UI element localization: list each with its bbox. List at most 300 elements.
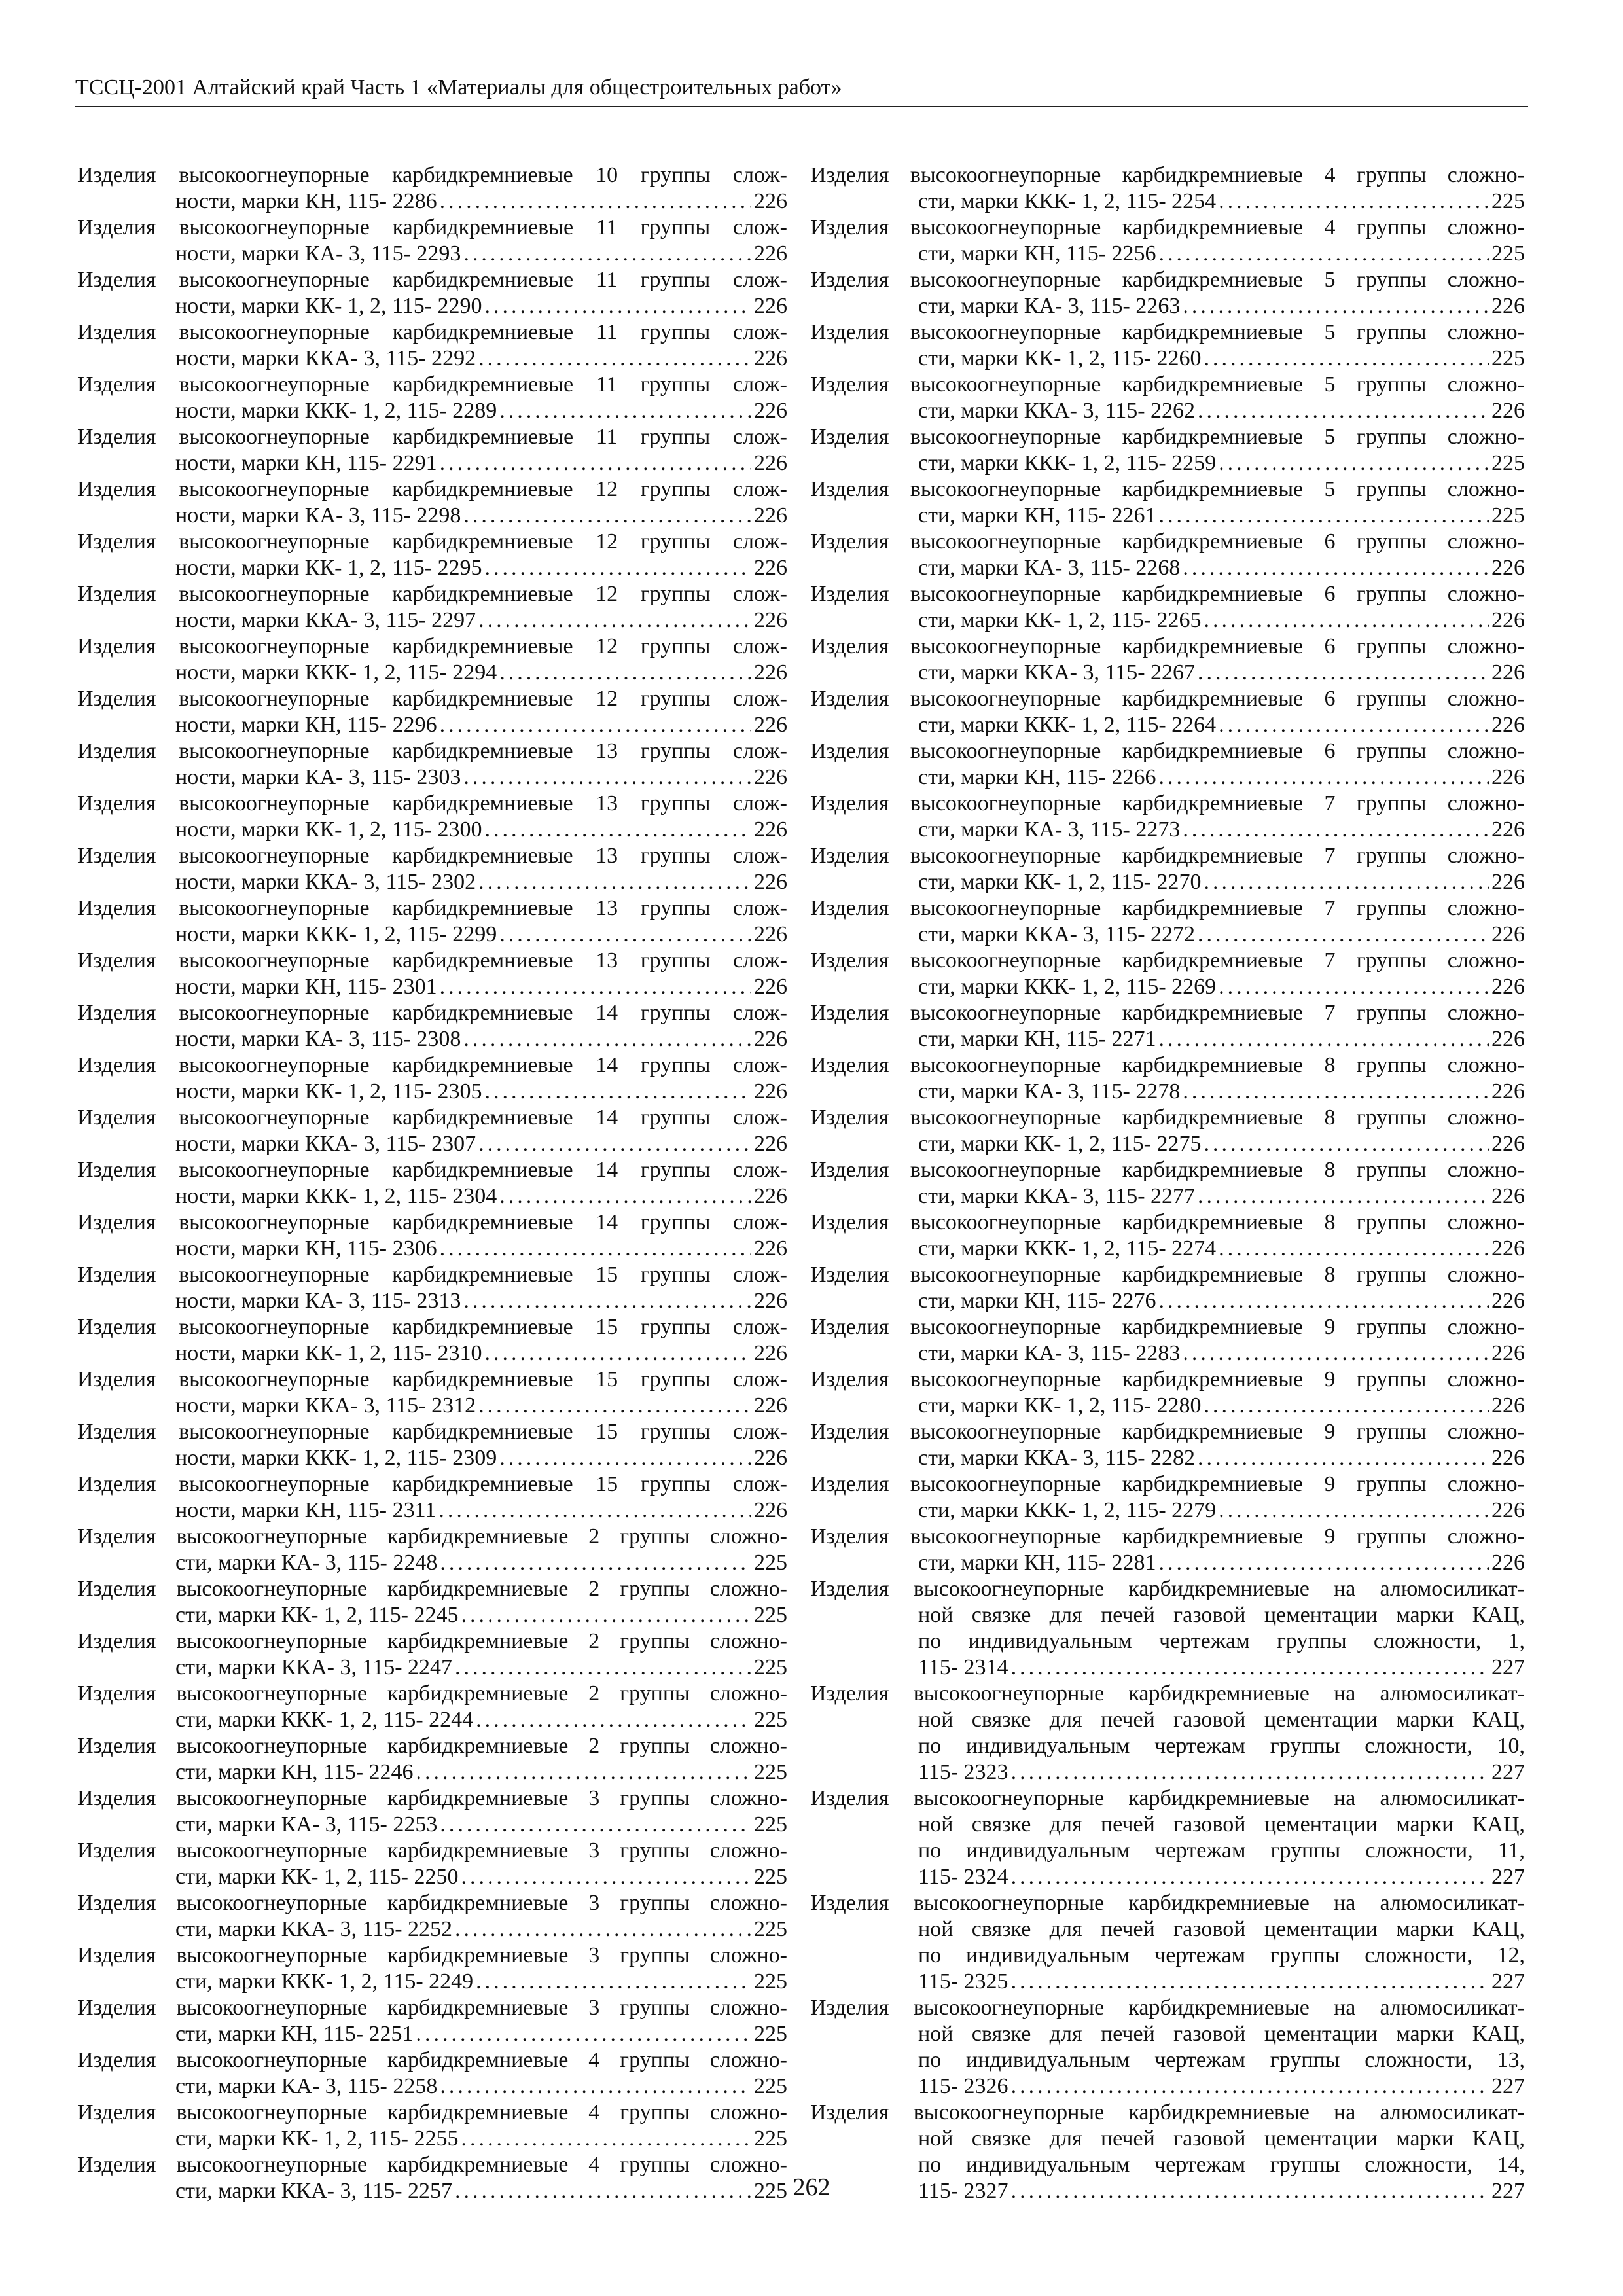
entry-page-number: 227 — [1491, 1655, 1525, 1679]
entry-text: сти, марки ККА- 3, 115- 2252 — [175, 1917, 453, 1941]
leader-dots — [1219, 1236, 1489, 1262]
entry-continuation-line: по индивидуальным чертежам группы сложности, 14, — [918, 2153, 1525, 2177]
entry-first-line: Изделия высокоогнеупорные карбидкремниевые 7 группы сложно- — [810, 1001, 1525, 1025]
entry-page-number: 226 — [1491, 765, 1525, 789]
entry-first-line: Изделия высокоогнеупорные карбидкремниевые 13 группы слож- — [77, 896, 787, 920]
entry-text: сти, марки КА- 3, 115- 2263 — [918, 294, 1181, 318]
leader-dots — [440, 1550, 751, 1576]
entry-text: ности, марки ККА- 3, 115- 2297 — [175, 608, 476, 632]
entry-text: сти, марки КК- 1, 2, 115- 2250 — [175, 1865, 459, 1889]
entry-page-number: 226 — [1491, 399, 1525, 423]
entry-continuation-line — [77, 2073, 787, 2100]
entry-first-line: Изделия высокоогнеупорные карбидкремниевые 5 группы сложно- — [810, 320, 1525, 344]
index-entry — [77, 162, 787, 215]
entry-text: 115- 2324 — [918, 1865, 1008, 1889]
index-entry — [77, 319, 787, 372]
entry-continuation-line — [77, 1759, 787, 1785]
entry-page-number: 226 — [754, 399, 787, 423]
entry-continuation-line — [77, 974, 787, 1000]
entry-first-line: Изделия высокоогнеупорные карбидкремниевые 12 группы слож- — [77, 529, 787, 554]
entry-continuation-line — [810, 241, 1525, 267]
entry-page-number: 227 — [1491, 1760, 1525, 1784]
entry-continuation-line — [810, 503, 1525, 529]
index-entry — [77, 215, 787, 267]
entry-continuation-line — [77, 922, 787, 948]
entry-continuation-line — [77, 188, 787, 215]
leader-dots — [1219, 712, 1489, 738]
index-entry — [77, 1995, 787, 2047]
entry-text: сти, марки ККА- 3, 115- 2282 — [918, 1446, 1196, 1470]
entry-text: сти, марки КА- 3, 115- 2273 — [918, 817, 1181, 842]
entry-first-line: Изделия высокоогнеупорные карбидкремниевые 4 группы сложно- — [810, 163, 1525, 187]
leader-dots — [1011, 1969, 1489, 1995]
leader-dots — [461, 1602, 751, 1628]
entry-text: 115- 2326 — [918, 2074, 1008, 2098]
index-entry — [77, 2047, 787, 2100]
entry-first-line: Изделия высокоогнеупорные карбидкремниевые на алюмосиликат- — [810, 2100, 1525, 2125]
index-entry — [77, 1628, 787, 1681]
entry-first-line: Изделия высокоогнеупорные карбидкремниевые 13 группы слож- — [77, 791, 787, 816]
leader-dots — [485, 1079, 751, 1105]
index-entry — [77, 1576, 787, 1628]
entry-first-line: Изделия высокоогнеупорные карбидкремниевые на алюмосиликат- — [810, 1891, 1525, 1915]
entry-text: ности, марки ККК- 1, 2, 115- 2309 — [175, 1446, 497, 1470]
entry-page-number: 226 — [754, 1027, 787, 1051]
entry-text: ности, марки ККА- 3, 115- 2312 — [175, 1393, 476, 1418]
leader-dots — [440, 1236, 751, 1262]
entry-text: сти, марки КН, 115- 2246 — [175, 1760, 414, 1784]
index-entry — [77, 895, 787, 948]
entry-page-number: 227 — [1491, 1969, 1525, 1994]
entry-first-line: Изделия высокоогнеупорные карбидкремниевые на алюмосиликат- — [810, 1996, 1525, 2020]
entry-text: ности, марки КК- 1, 2, 115- 2300 — [175, 817, 482, 842]
entry-first-line: Изделия высокоогнеупорные карбидкремниевые 8 группы сложно- — [810, 1053, 1525, 1077]
leader-dots — [478, 1131, 751, 1157]
index-entry — [810, 1262, 1525, 1314]
index-entry — [77, 1157, 787, 1210]
entry-text: сти, марки ККК- 1, 2, 115- 2244 — [175, 1708, 474, 1732]
leader-dots — [440, 1812, 751, 1838]
index-entry — [810, 1105, 1525, 1157]
entry-continuation-line — [77, 1183, 787, 1210]
entry-page-number: 225 — [1491, 242, 1525, 266]
index-entry — [77, 1785, 787, 1838]
leader-dots — [463, 1026, 751, 1052]
index-entry — [810, 424, 1525, 476]
index-entry — [77, 2100, 787, 2152]
entry-continuation-line — [810, 712, 1525, 738]
entry-first-line: Изделия высокоогнеупорные карбидкремниевые 11 группы слож- — [77, 372, 787, 397]
entry-continuation-line — [77, 1393, 787, 1419]
entry-continuation-line — [77, 1707, 787, 1733]
entry-page-number: 225 — [1491, 346, 1525, 370]
entry-page-number: 225 — [754, 1969, 787, 1994]
entry-page-number: 226 — [1491, 1289, 1525, 1313]
entry-first-line: Изделия высокоогнеупорные карбидкремниевые 8 группы сложно- — [810, 1210, 1525, 1234]
entry-continuation-line — [810, 1445, 1525, 1471]
leader-dots — [476, 1969, 751, 1995]
entry-first-line: Изделия высокоогнеупорные карбидкремниевые 3 группы сложно- — [77, 1891, 787, 1915]
entry-continuation-line — [77, 1079, 787, 1105]
entry-text: ности, марки КК- 1, 2, 115- 2295 — [175, 556, 482, 580]
leader-dots — [485, 1340, 751, 1367]
entry-continuation-line — [810, 346, 1525, 372]
entry-first-line: Изделия высокоогнеупорные карбидкремниевые 4 группы сложно- — [77, 2100, 787, 2125]
entry-page-number: 226 — [754, 242, 787, 266]
leader-dots — [476, 1707, 751, 1733]
entry-page-number: 226 — [754, 1132, 787, 1156]
entry-page-number: 225 — [754, 1603, 787, 1627]
entry-continuation-line — [810, 555, 1525, 581]
index-entry — [810, 1681, 1525, 1785]
leader-dots — [416, 2021, 751, 2047]
index-entry — [77, 1838, 787, 1890]
index-entry — [77, 948, 787, 1000]
entry-text: сти, марки КН, 115- 2271 — [918, 1027, 1156, 1051]
entry-page-number: 226 — [754, 1079, 787, 1103]
index-entry — [810, 1785, 1525, 1890]
entry-first-line: Изделия высокоогнеупорные карбидкремниевые 6 группы сложно- — [810, 634, 1525, 658]
entry-text: ности, марки КК- 1, 2, 115- 2305 — [175, 1079, 482, 1103]
entry-page-number: 226 — [754, 1498, 787, 1522]
entry-first-line: Изделия высокоогнеупорные карбидкремниевые 9 группы сложно- — [810, 1315, 1525, 1339]
leader-dots — [461, 1864, 751, 1890]
entry-continuation-line — [77, 764, 787, 791]
entry-continuation-line — [810, 2073, 1525, 2100]
index-entry — [810, 895, 1525, 948]
index-column-right — [810, 162, 1525, 2204]
leader-dots — [1011, 1655, 1489, 1681]
entry-continuation-line: по индивидуальным чертежам группы сложности, 13, — [918, 2048, 1525, 2072]
entry-first-line: Изделия высокоогнеупорные карбидкремниевые 14 группы слож- — [77, 1210, 787, 1234]
leader-dots — [1204, 1393, 1489, 1419]
index-entry — [77, 843, 787, 895]
leader-dots — [499, 922, 751, 948]
entry-continuation-line: ной связке для печей газовой цементации марки КАЦ, — [918, 1708, 1525, 1732]
entry-continuation-line — [77, 503, 787, 529]
entry-first-line: Изделия высокоогнеупорные карбидкремниевые 10 группы слож- — [77, 163, 787, 187]
entry-first-line: Изделия высокоогнеупорные карбидкремниевые 7 группы сложно- — [810, 844, 1525, 868]
entry-text: сти, марки КА- 3, 115- 2283 — [918, 1341, 1181, 1365]
entry-first-line: Изделия высокоогнеупорные карбидкремниевые 15 группы слож- — [77, 1367, 787, 1391]
entry-page-number: 225 — [754, 1655, 787, 1679]
entry-continuation-line: по индивидуальным чертежам группы сложности, 12, — [918, 1943, 1525, 1967]
entry-text: сти, марки КН, 115- 2261 — [918, 503, 1156, 528]
entry-first-line: Изделия высокоогнеупорные карбидкремниевые 13 группы слож- — [77, 948, 787, 973]
index-entry — [77, 686, 787, 738]
entry-text: ности, марки КА- 3, 115- 2308 — [175, 1027, 461, 1051]
entry-first-line: Изделия высокоогнеупорные карбидкремниевые 13 группы слож- — [77, 844, 787, 868]
leader-dots — [1159, 1550, 1489, 1576]
leader-dots — [1198, 660, 1489, 686]
entry-page-number: 226 — [754, 189, 787, 213]
entry-text: сти, марки КК- 1, 2, 115- 2280 — [918, 1393, 1202, 1418]
index-entry — [810, 1157, 1525, 1210]
entry-page-number: 226 — [1491, 608, 1525, 632]
index-entry — [810, 476, 1525, 529]
entry-page-number: 225 — [754, 2179, 787, 2203]
entry-page-number: 227 — [1491, 1865, 1525, 1889]
entry-text: ности, марки ККА- 3, 115- 2307 — [175, 1132, 476, 1156]
entry-continuation-line — [77, 450, 787, 476]
index-entry — [810, 1890, 1525, 1995]
entry-first-line: Изделия высокоогнеупорные карбидкремниевые 7 группы сложно- — [810, 896, 1525, 920]
entry-first-line: Изделия высокоогнеупорные карбидкремниевые 6 группы сложно- — [810, 582, 1525, 606]
entry-page-number: 226 — [1491, 1027, 1525, 1051]
entry-continuation-line — [810, 293, 1525, 319]
entry-continuation-line — [810, 1498, 1525, 1524]
entry-text: сти, марки ККА- 3, 115- 2272 — [918, 922, 1196, 946]
entry-first-line: Изделия высокоогнеупорные карбидкремниевые 9 группы сложно- — [810, 1524, 1525, 1549]
entry-first-line: Изделия высокоогнеупорные карбидкремниевые 6 группы сложно- — [810, 687, 1525, 711]
entry-text: сти, марки КН, 115- 2276 — [918, 1289, 1156, 1313]
entry-text: ности, марки КН, 115- 2291 — [175, 451, 437, 475]
index-entry — [77, 1000, 787, 1052]
entry-text: ности, марки КК- 1, 2, 115- 2290 — [175, 294, 482, 318]
entry-page-number: 226 — [754, 346, 787, 370]
entry-continuation-line: по индивидуальным чертежам группы сложности, 11, — [918, 1839, 1525, 1863]
entry-first-line: Изделия высокоогнеупорные карбидкремниевые 12 группы слож- — [77, 582, 787, 606]
leader-dots — [1159, 241, 1489, 267]
entry-text: ности, марки ККК- 1, 2, 115- 2299 — [175, 922, 497, 946]
entry-page-number: 226 — [754, 451, 787, 475]
entry-page-number: 226 — [1491, 660, 1525, 685]
entry-page-number: 226 — [754, 1393, 787, 1418]
entry-first-line: Изделия высокоогнеупорные карбидкремниевые 9 группы сложно- — [810, 1420, 1525, 1444]
leader-dots — [478, 869, 751, 895]
leader-dots — [499, 660, 751, 686]
entry-continuation-line: ной связке для печей газовой цементации марки КАЦ, — [918, 2022, 1525, 2046]
entry-continuation-line — [77, 1236, 787, 1262]
index-entry — [77, 1210, 787, 1262]
entry-first-line: Изделия высокоогнеупорные карбидкремниевые 12 группы слож- — [77, 477, 787, 501]
entry-text: сти, марки КА- 3, 115- 2248 — [175, 1551, 438, 1575]
leader-dots — [1219, 974, 1489, 1000]
entry-first-line: Изделия высокоогнеупорные карбидкремниевые 11 группы слож- — [77, 425, 787, 449]
entry-first-line: Изделия высокоогнеупорные карбидкремниевые 11 группы слож- — [77, 215, 787, 240]
entry-page-number: 226 — [754, 975, 787, 999]
entry-page-number: 226 — [754, 556, 787, 580]
entry-text: ности, марки КН, 115- 2311 — [175, 1498, 437, 1522]
index-entry — [77, 424, 787, 476]
index-entry — [810, 738, 1525, 791]
entry-first-line: Изделия высокоогнеупорные карбидкремниевые 11 группы слож- — [77, 268, 787, 292]
entry-page-number: 226 — [754, 294, 787, 318]
entry-first-line: Изделия высокоогнеупорные карбидкремниевые 14 группы слож- — [77, 1053, 787, 1077]
entry-text: ности, марки КА- 3, 115- 2303 — [175, 765, 461, 789]
entry-page-number: 225 — [754, 2126, 787, 2151]
leader-dots — [440, 974, 751, 1000]
entry-continuation-line — [77, 1550, 787, 1576]
entry-text: ности, марки ККА- 3, 115- 2302 — [175, 870, 476, 894]
leader-dots — [1204, 869, 1489, 895]
entry-continuation-line — [77, 1655, 787, 1681]
entry-page-number: 226 — [754, 922, 787, 946]
entry-continuation-line — [810, 188, 1525, 215]
index-entry — [77, 791, 787, 843]
entry-page-number: 226 — [1491, 817, 1525, 842]
entry-continuation-line: ной связке для печей газовой цементации марки КАЦ, — [918, 2126, 1525, 2151]
leader-dots — [1198, 1183, 1489, 1210]
entry-first-line: Изделия высокоогнеупорные карбидкремниевые 7 группы сложно- — [810, 791, 1525, 816]
entry-first-line: Изделия высокоогнеупорные карбидкремниевые 12 группы слож- — [77, 634, 787, 658]
index-entry — [77, 634, 787, 686]
entry-text: сти, марки КК- 1, 2, 115- 2270 — [918, 870, 1202, 894]
entry-continuation-line — [810, 1864, 1525, 1890]
leader-dots — [438, 1498, 751, 1524]
entry-continuation-line — [77, 1498, 787, 1524]
leader-dots — [478, 346, 751, 372]
entry-first-line: Изделия высокоогнеупорные карбидкремниевые 9 группы сложно- — [810, 1472, 1525, 1496]
entry-page-number: 225 — [754, 1551, 787, 1575]
entry-continuation-line — [810, 922, 1525, 948]
leader-dots — [1159, 503, 1489, 529]
index-entry — [810, 1314, 1525, 1367]
entry-continuation-line — [810, 869, 1525, 895]
entry-page-number: 226 — [754, 1289, 787, 1313]
entry-text: сти, марки КК- 1, 2, 115- 2255 — [175, 2126, 459, 2151]
index-entry — [810, 267, 1525, 319]
index-entry — [810, 1000, 1525, 1052]
entry-page-number: 226 — [754, 608, 787, 632]
leader-dots — [1183, 1340, 1489, 1367]
index-entry — [77, 267, 787, 319]
entry-continuation-line — [77, 555, 787, 581]
index-entry — [77, 581, 787, 634]
leader-dots — [1219, 1498, 1489, 1524]
index-entry — [810, 372, 1525, 424]
leader-dots — [1183, 817, 1489, 843]
entry-text: ности, марки ККК- 1, 2, 115- 2294 — [175, 660, 497, 685]
entry-page-number: 225 — [754, 1760, 787, 1784]
leader-dots — [440, 2073, 751, 2100]
entry-continuation-line — [77, 293, 787, 319]
entry-text: 115- 2314 — [918, 1655, 1008, 1679]
entry-first-line: Изделия высокоогнеупорные карбидкремниевые 4 группы сложно- — [77, 2048, 787, 2072]
entry-first-line: Изделия высокоогнеупорные карбидкремниевые 9 группы сложно- — [810, 1367, 1525, 1391]
index-entry — [77, 476, 787, 529]
entry-continuation-line: по индивидуальным чертежам группы сложности, 10, — [918, 1734, 1525, 1758]
entry-page-number: 225 — [1491, 451, 1525, 475]
index-entry — [77, 1524, 787, 1576]
index-entry — [810, 319, 1525, 372]
entry-first-line: Изделия высокоогнеупорные карбидкремниевые 2 группы сложно- — [77, 1577, 787, 1601]
entry-continuation-line — [77, 1340, 787, 1367]
entry-first-line: Изделия высокоогнеупорные карбидкремниевые 3 группы сложно- — [77, 1786, 787, 1810]
entry-continuation-line — [810, 1969, 1525, 1995]
entry-text: ности, марки ККА- 3, 115- 2292 — [175, 346, 476, 370]
entry-text: 115- 2327 — [918, 2179, 1008, 2203]
entry-page-number: 226 — [1491, 1236, 1525, 1261]
entry-first-line: Изделия высокоогнеупорные карбидкремниевые на алюмосиликат- — [810, 1681, 1525, 1706]
entry-page-number: 226 — [1491, 870, 1525, 894]
entry-continuation-line — [77, 869, 787, 895]
index-entry — [77, 372, 787, 424]
entry-page-number: 226 — [1491, 1551, 1525, 1575]
leader-dots — [1159, 764, 1489, 791]
index-entry — [810, 1367, 1525, 1419]
entry-first-line: Изделия высокоогнеупорные карбидкремниевые 15 группы слож- — [77, 1263, 787, 1287]
leader-dots — [1011, 1864, 1489, 1890]
index-entry — [810, 215, 1525, 267]
entry-first-line: Изделия высокоогнеупорные карбидкремниевые 8 группы сложно- — [810, 1263, 1525, 1287]
entry-text: ности, марки КН, 115- 2296 — [175, 713, 437, 737]
entry-text: сти, марки ККА- 3, 115- 2277 — [918, 1184, 1196, 1208]
index-entry — [77, 1052, 787, 1105]
leader-dots — [1204, 346, 1489, 372]
index-entry — [77, 1681, 787, 1733]
index-entry — [810, 843, 1525, 895]
entry-page-number: 226 — [754, 870, 787, 894]
entry-text: ности, марки КН, 115- 2286 — [175, 189, 437, 213]
entry-first-line: Изделия высокоогнеупорные карбидкремниевые 6 группы сложно- — [810, 739, 1525, 763]
page-number: 262 — [793, 2174, 830, 2201]
leader-dots — [1183, 1079, 1489, 1105]
index-entry — [77, 738, 787, 791]
entry-page-number: 225 — [754, 2074, 787, 2098]
entry-text: сти, марки ККК- 1, 2, 115- 2259 — [918, 451, 1217, 475]
entry-text: сти, марки КН, 115- 2256 — [918, 242, 1156, 266]
entry-text: ности, марки КН, 115- 2306 — [175, 1236, 437, 1261]
leader-dots — [478, 607, 751, 634]
entry-text: сти, марки ККК- 1, 2, 115- 2269 — [918, 975, 1217, 999]
entry-continuation-line — [77, 1916, 787, 1943]
index-entry — [810, 948, 1525, 1000]
entry-first-line: Изделия высокоогнеупорные карбидкремниевые 5 группы сложно- — [810, 477, 1525, 501]
entry-text: сти, марки ККА- 3, 115- 2247 — [175, 1655, 453, 1679]
leader-dots — [478, 1393, 751, 1419]
entry-first-line: Изделия высокоогнеупорные карбидкремниевые на алюмосиликат- — [810, 1786, 1525, 1810]
entry-continuation-line — [810, 1340, 1525, 1367]
entry-page-number: 226 — [1491, 922, 1525, 946]
entry-first-line: Изделия высокоогнеупорные карбидкремниевые 5 группы сложно- — [810, 268, 1525, 292]
entry-page-number: 226 — [1491, 713, 1525, 737]
entry-continuation-line — [77, 2021, 787, 2047]
entry-text: ности, марки КА- 3, 115- 2298 — [175, 503, 461, 528]
entry-page-number: 225 — [754, 2022, 787, 2046]
leader-dots — [1011, 2073, 1489, 2100]
entry-continuation-line — [810, 1655, 1525, 1681]
leader-dots — [463, 503, 751, 529]
entry-continuation-line — [810, 1288, 1525, 1314]
index-entry — [77, 1890, 787, 1943]
leader-dots — [416, 1759, 751, 1785]
entry-page-number: 226 — [1491, 1446, 1525, 1470]
entry-continuation-line — [77, 398, 787, 424]
entry-continuation-line — [810, 1236, 1525, 1262]
entry-first-line: Изделия высокоогнеупорные карбидкремниевые 5 группы сложно- — [810, 372, 1525, 397]
leader-dots — [463, 241, 751, 267]
leader-dots — [485, 817, 751, 843]
entry-text: сти, марки КА- 3, 115- 2278 — [918, 1079, 1181, 1103]
index-entry — [77, 1471, 787, 1524]
index-entry — [77, 1367, 787, 1419]
index-entry — [810, 1052, 1525, 1105]
index-entry — [810, 1210, 1525, 1262]
entry-continuation-line — [810, 1393, 1525, 1419]
leader-dots — [1198, 922, 1489, 948]
entry-text: сти, марки ККА- 3, 115- 2267 — [918, 660, 1196, 685]
leader-dots — [1219, 450, 1489, 476]
entry-continuation-line — [77, 2126, 787, 2152]
entry-continuation-line — [810, 607, 1525, 634]
entry-text: сти, марки КА- 3, 115- 2258 — [175, 2074, 438, 2098]
entry-page-number: 226 — [1491, 1498, 1525, 1522]
entry-first-line: Изделия высокоогнеупорные карбидкремниевые 12 группы слож- — [77, 687, 787, 711]
leader-dots — [455, 1655, 751, 1681]
entry-text: ности, марки КК- 1, 2, 115- 2310 — [175, 1341, 482, 1365]
entry-page-number: 226 — [754, 660, 787, 685]
